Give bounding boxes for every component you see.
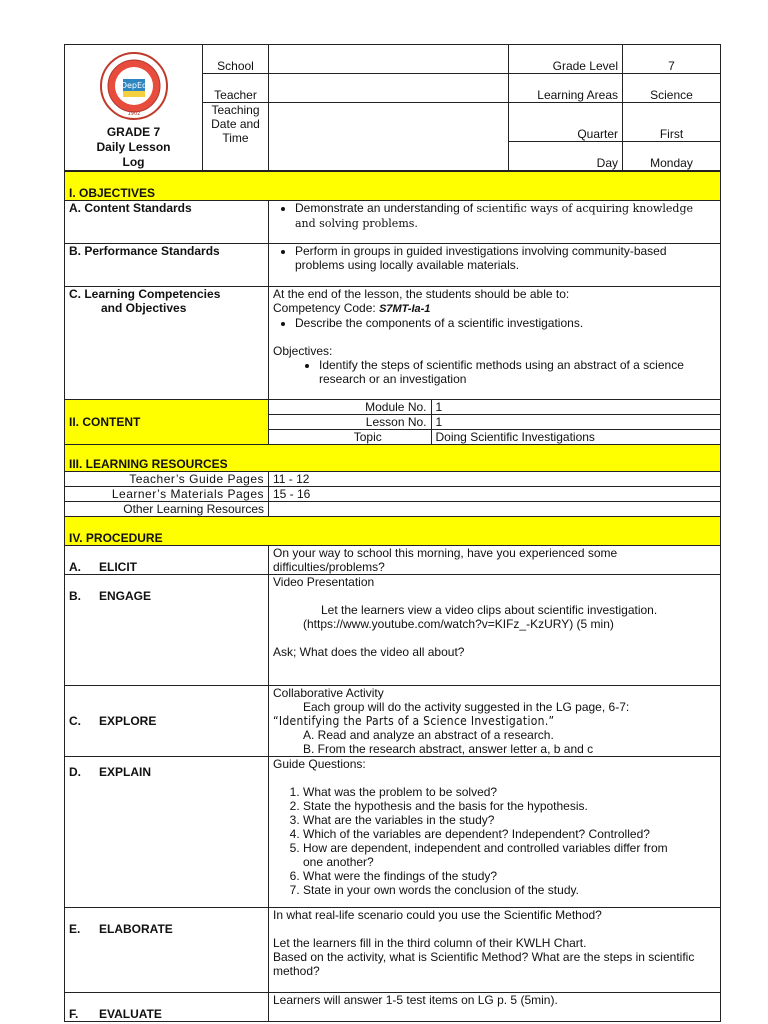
- explore-label: EXPLORE: [99, 714, 157, 728]
- topic-value: Doing Scientific Investigations: [431, 430, 721, 445]
- day-label: Day: [509, 142, 623, 171]
- elaborate-line-2: Let the learners fill in the third column of their KWLH Chart.: [273, 936, 587, 950]
- performance-standards-label: B. Performance Standards: [65, 244, 269, 287]
- tg-value: 11 - 12: [269, 472, 721, 487]
- lesson-label: Lesson No.: [269, 415, 431, 430]
- explore-line-5: B. From the research abstract, answer letter a, b and c: [303, 742, 594, 756]
- elicit-label: ELICIT: [99, 560, 137, 574]
- explore-line-4: A. Read and analyze an abstract of a research.: [303, 728, 554, 742]
- header-table: [64, 44, 721, 171]
- guide-question: 7. State in your own words the conclusion of the study.: [303, 883, 716, 897]
- teacher-label: Teacher: [203, 74, 269, 103]
- explore-label-cell: [65, 686, 269, 757]
- engage-cell: [269, 575, 721, 686]
- guide-question: 2. State the hypothesis and the basis for the hypothesis.: [303, 799, 716, 813]
- engage-letter: B.: [69, 589, 81, 603]
- date-label: Teaching Date and Time: [203, 103, 269, 171]
- engage-line-1: Video Presentation: [273, 575, 375, 589]
- topic-label: Topic: [269, 430, 431, 445]
- content-cell: [269, 400, 721, 445]
- objectives-bullet: • Identify the steps of scientific methods using an abstract of a science research or an investigation: [319, 358, 716, 386]
- elaborate-letter: E.: [69, 922, 81, 936]
- evaluate-letter: F.: [69, 1007, 79, 1021]
- performance-standards-cell: [269, 244, 721, 287]
- procedure-heading: IV. PROCEDURE: [65, 517, 721, 546]
- evaluate-label-cell: [65, 993, 269, 1022]
- logo-label: DepEd: [120, 81, 147, 90]
- competency-bullet: • Describe the components of a scientific investigations.: [295, 316, 716, 330]
- competencies-label-cell: [65, 287, 269, 400]
- grade-level-label: Grade Level: [509, 45, 623, 74]
- explain-label-cell: [65, 757, 269, 908]
- content-standards-text-2: scientific ways of acquiring knowledge and solving problems.: [295, 202, 693, 230]
- engage-label: ENGAGE: [99, 589, 152, 603]
- grade-level-value[interactable]: 7: [623, 45, 721, 74]
- logo-cell: [65, 45, 203, 171]
- competencies-label-1: C. Learning Competencies: [69, 287, 221, 301]
- explain-cell: [269, 757, 721, 908]
- school-label: School: [203, 45, 269, 74]
- module-label: Module No.: [269, 400, 431, 415]
- content-standards-item: [295, 201, 716, 231]
- lesson-table: [64, 171, 721, 1022]
- module-value: 1: [431, 400, 721, 415]
- teacher-value[interactable]: [269, 74, 509, 103]
- day-value[interactable]: Monday: [623, 142, 721, 171]
- title-line-1: GRADE 7: [106, 125, 161, 139]
- guide-question: 3. What are the variables in the study?: [303, 813, 716, 827]
- elicit-text: On your way to school this morning, have you experienced some difficulties/problems?: [269, 546, 721, 575]
- elaborate-cell: [269, 908, 721, 993]
- evaluate-label: EVALUATE: [99, 1007, 162, 1021]
- competency-code-label: Competency Code:: [273, 301, 380, 315]
- competencies-label-2: and Objectives: [101, 301, 187, 315]
- guide-question: 5. How are dependent, independent and controlled variables differ from one another?: [303, 841, 716, 869]
- evaluate-text: Learners will answer 1-5 test items on LG p. 5 (5min).: [269, 993, 721, 1022]
- lm-label: Learner’s Materials Pages: [65, 487, 269, 502]
- competency-code: S7MT-Ia-1: [379, 303, 431, 315]
- learning-areas-value[interactable]: Science: [623, 74, 721, 103]
- content-inner-table: [269, 400, 721, 444]
- content-heading: II. CONTENT: [65, 400, 269, 445]
- elaborate-label-cell: [65, 908, 269, 993]
- elaborate-line-1: In what real-life scenario could you use the Scientific Method?: [273, 908, 602, 922]
- date-value[interactable]: [269, 103, 509, 171]
- school-value[interactable]: [269, 45, 509, 74]
- tg-label: Teacher’s Guide Pages: [65, 472, 269, 487]
- guide-questions-list: [273, 785, 716, 897]
- engage-label-cell: [65, 575, 269, 686]
- other-resources-value: [269, 502, 721, 517]
- explain-label: EXPLAIN: [99, 765, 152, 779]
- title-line-3: Log: [122, 155, 145, 169]
- objectives-heading: I. OBJECTIVES: [65, 172, 721, 201]
- explore-letter: C.: [69, 714, 81, 728]
- competencies-cell: [269, 287, 721, 400]
- title-line-2: Daily Lesson: [96, 140, 171, 154]
- content-standards-cell: [269, 201, 721, 244]
- elicit-letter: A.: [69, 560, 81, 574]
- explore-line-2: Each group will do the activity suggested in the LG page, 6-7:: [303, 700, 630, 714]
- other-resources-label: Other Learning Resources: [65, 502, 269, 517]
- performance-standards-text: • Perform in groups in guided investigations involving community-based problems using locally available materials.: [295, 244, 716, 272]
- quarter-value[interactable]: First: [623, 103, 721, 142]
- content-standards-label: A. Content Standards: [65, 201, 269, 244]
- learning-areas-label: Learning Areas: [509, 74, 623, 103]
- explore-cell: [269, 686, 721, 757]
- guide-question: 1. What was the problem to be solved?: [303, 785, 716, 799]
- explore-line-1: Collaborative Activity: [273, 686, 384, 700]
- lm-value: 15 - 16: [269, 487, 721, 502]
- competencies-intro: At the end of the lesson, the students should be able to:: [273, 287, 570, 301]
- explore-line-3: “Identifying the Parts of a Science Investigation.”: [273, 714, 555, 728]
- lesson-value: 1: [431, 415, 721, 430]
- elaborate-line-3: Based on the activity, what is Scientific Method? What are the steps in scientific method?: [273, 950, 695, 978]
- resources-heading: III. LEARNING RESOURCES: [65, 445, 721, 472]
- guide-question: 6. What were the findings of the study?: [303, 869, 716, 883]
- guide-question: 4. Which of the variables are dependent? Independent? Controlled?: [303, 827, 716, 841]
- logo-year: 1902: [127, 111, 140, 117]
- quarter-label: Quarter: [509, 103, 623, 142]
- elicit-label-cell: [65, 546, 269, 575]
- explain-letter: D.: [69, 765, 81, 779]
- content-standards-text-1: Demonstrate an understanding of: [295, 201, 477, 215]
- explain-heading: Guide Questions:: [273, 757, 366, 771]
- engage-link[interactable]: (https://www.youtube.com/watch?v=KIFz_-KzURY) (5 min): [303, 617, 614, 631]
- lesson-log-page: [64, 44, 720, 1022]
- engage-line-2: Let the learners view a video clips about scientific investigation.: [321, 603, 658, 617]
- competency-code-line: [273, 301, 716, 316]
- deped-seal-logo: [99, 51, 169, 121]
- engage-line-4: Ask; What does the video all about?: [273, 645, 465, 659]
- objectives-label: Objectives:: [273, 344, 333, 358]
- elaborate-label: ELABORATE: [99, 922, 173, 936]
